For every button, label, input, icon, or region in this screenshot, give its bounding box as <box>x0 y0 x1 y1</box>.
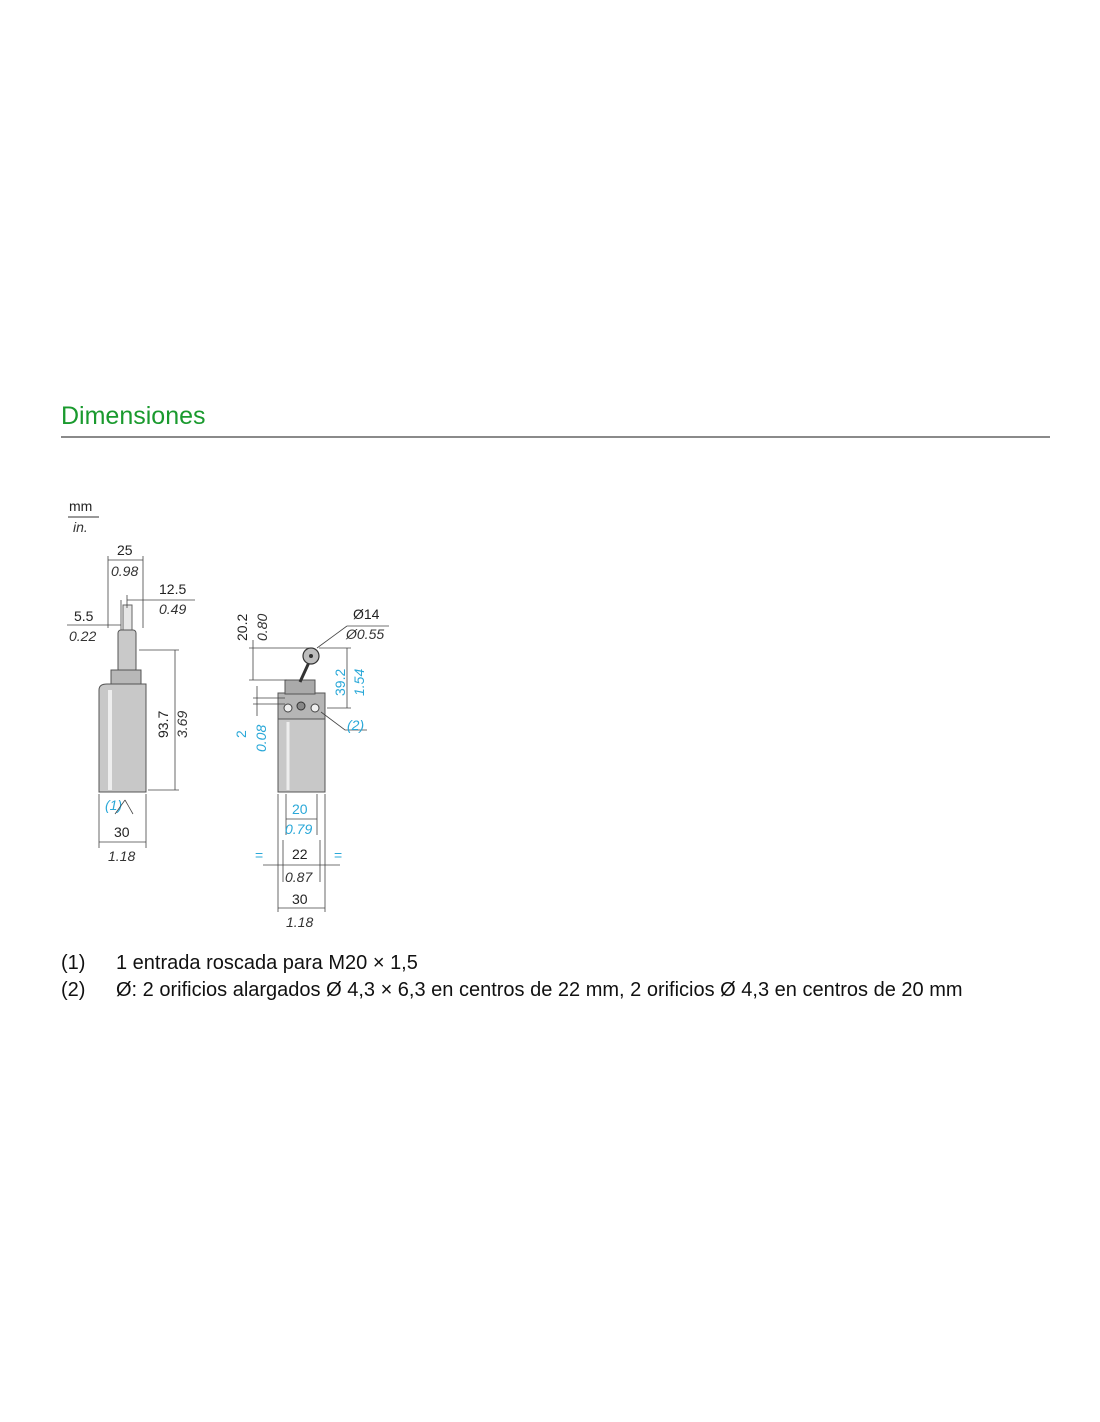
footnote-text: 1 entrada roscada para M20 × 1,5 <box>116 952 418 974</box>
side-offset-right-mm: 12.5 <box>159 581 187 597</box>
front-view <box>233 606 389 930</box>
front-roller-axle <box>309 654 313 658</box>
footnotes <box>61 950 963 1004</box>
side-body <box>99 684 146 792</box>
front-callout-2: (2) <box>347 717 365 733</box>
front-lever-in: 0.80 <box>254 613 270 641</box>
footnote-text: Ø: 2 orificios alargados Ø 4,3 × 6,3 en centros de 22 mm, 2 orificios Ø 4,3 en centros de 20 mm <box>116 979 963 1001</box>
front-head-hole <box>284 704 292 712</box>
side-width-top-mm: 25 <box>117 542 133 558</box>
front-head-hole <box>311 704 319 712</box>
title-divider <box>61 436 1050 438</box>
side-callout-1: (1) <box>105 797 123 813</box>
side-height-mm: 93.7 <box>155 710 171 738</box>
front-actuator-base <box>285 680 315 694</box>
footnote-ref: (2) <box>61 979 86 1001</box>
footnote-2 <box>61 977 963 1004</box>
dimension-drawing <box>55 490 415 940</box>
front-gap-mm: 2 <box>233 730 249 738</box>
front-spacing-b-in: 0.87 <box>285 869 313 885</box>
front-spacing-a-in: 0.79 <box>285 821 313 837</box>
footnote-ref: (1) <box>61 952 86 974</box>
front-height-in: 1.54 <box>351 668 367 696</box>
footnote-1 <box>61 950 963 977</box>
front-lever-mm: 20.2 <box>234 613 250 641</box>
section-title: Dimensiones <box>61 402 206 430</box>
front-head-screw <box>297 702 305 710</box>
front-width-in: 1.18 <box>286 914 314 930</box>
front-body <box>278 718 325 792</box>
side-width-top-in: 0.98 <box>111 563 139 579</box>
unit-mm: mm <box>69 498 93 514</box>
unit-in: in. <box>73 519 88 535</box>
side-view <box>67 542 195 864</box>
side-offset-right-in: 0.49 <box>159 601 187 617</box>
front-gap-in: 0.08 <box>253 724 269 752</box>
callout-leader <box>317 626 347 648</box>
front-width-mm: 30 <box>292 891 308 907</box>
side-plunger-head <box>118 630 136 672</box>
callout-leader <box>125 800 133 814</box>
side-height-in: 3.69 <box>174 710 190 738</box>
equal-mark-right: = <box>334 847 343 863</box>
front-roller-mm: Ø14 <box>353 606 380 622</box>
side-offset-left-in: 0.22 <box>69 628 97 644</box>
equal-mark-left: = <box>255 847 264 863</box>
side-width-bottom-in: 1.18 <box>108 848 136 864</box>
front-roller-in: Ø0.55 <box>346 626 385 642</box>
front-height-mm: 39.2 <box>332 668 348 696</box>
side-offset-left-mm: 5.5 <box>74 608 94 624</box>
side-width-bottom-mm: 30 <box>114 824 130 840</box>
front-spacing-b-mm: 22 <box>292 846 308 862</box>
front-spacing-a-mm: 20 <box>292 801 308 817</box>
